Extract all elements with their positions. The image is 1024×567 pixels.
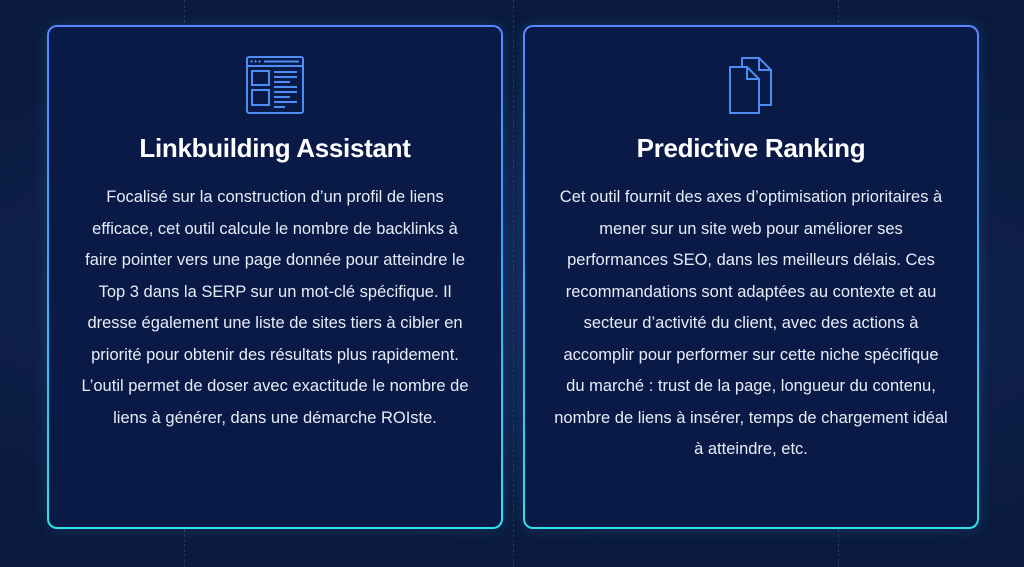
documents-icon: [726, 55, 776, 115]
card-body: [49, 27, 501, 527]
feature-card-predictive-ranking: [523, 25, 979, 529]
card-title: Predictive Ranking: [636, 133, 866, 163]
card-body: [525, 27, 977, 527]
feature-card-linkbuilding-assistant: [47, 25, 503, 529]
background-guide-line: [513, 0, 514, 567]
card-description: Cet outil fournit des axes d’optimisation prioritaires à mener sur un site web pour améliorer ses performances SEO, dans les meilleurs délais. Ces recommandations sont adaptées au contexte et au secteur d’activité du client, avec des actions à accomplir pour performer sur cette niche spécifique du marché : trust de la page, longueur du contenu, nombre de liens à insérer, temps de chargement idéal à atteindre, etc.: [554, 188, 948, 458]
card-description: Focalisé sur la construction d’un profil de liens efficace, cet outil calcule le nombre de backlinks à faire pointer vers une page donnée pour atteindre le Top 3 dans la SERP sur un mot-clé spécifique. Il dresse également une liste de sites tiers à cibler en priorité pour obtenir des résultats plus rapidement. L’outil permet de doser avec exactitude le nombre de liens à générer, dans une démarche ROIste.: [81, 188, 469, 427]
card-title: Linkbuilding Assistant: [139, 133, 411, 163]
layout-window-icon: [245, 55, 305, 115]
